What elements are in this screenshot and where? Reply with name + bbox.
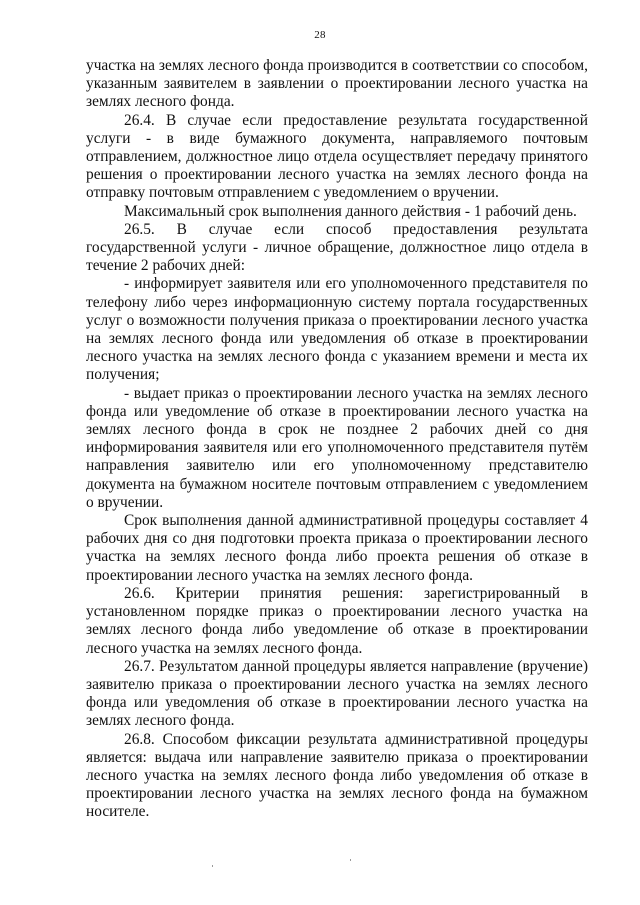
list-item-issues: - выдает приказ о проектировании лесного участка на землях лесного фонда или уведомление об отказе в проектировании лесного участка на землях лесного фонда в срок не позднее 2 рабочих дней со дня информирования заявителя или его уполномоченного представителя путём направления заявителю или его уполномоченному представителю документа на бумажном носителе почтовым отправлением с уведомлением о вручении. <box>86 384 588 511</box>
page-number: 28 <box>314 29 326 41</box>
paragraph-max-term: Максимальный срок выполнения данного действия - 1 рабочий день. <box>124 202 577 220</box>
paragraph-continuation: участка на землях лесного фонда производится в соответствии со способом, указанным заявителем в заявлении о проектировании лесного участка на землях лесного фонда. <box>86 57 588 111</box>
paragraph-26-5: 26.5. В случае если способ предоставления результата государственной услуги - личное обращение, должностное лицо отдела в течение 2 рабочих дней: <box>86 220 588 275</box>
paragraph-26-8: 26.8. Способом фиксации результата административной процедуры является: выдача или направление заявителю приказа о проектировании лесного участка на землях лесного фонда либо уведомления об отказе в проектировании лесного участка на землях лесного фонда на бумажном носителе. <box>86 730 588 821</box>
scan-speck <box>350 859 351 861</box>
document-body <box>86 57 588 822</box>
paragraph-26-6: 26.6. Критерии принятия решения: зарегистрированный в установленном порядке приказ о проектировании лесного участка на землях лесного фонда либо уведомление об отказе в проектировании лесного участка на землях лесного фонда. <box>86 584 588 657</box>
paragraph-26-7: 26.7. Результатом данной процедуры является направление (вручение) заявителю приказа о проектировании лесного участка на землях лесного фонда или уведомления об отказе в проектировании лесного участка на землях лесного фонда. <box>86 657 588 730</box>
scan-speck <box>212 865 213 867</box>
list-item-informs: - информирует заявителя или его уполномоченного представителя по телефону либо через информационную систему портала государственных услуг о возможности получения приказа о проектировании лесного участка на землях лесного фонда или уведомления об отказе в проектировании лесного участка на землях лесного фонда с указанием времени и места их получения; <box>86 275 588 384</box>
paragraph-26-4: 26.4. В случае если предоставление результата государственной услуги - в виде бумажного документа, направляемого почтовым отправлением, должностное лицо отдела осуществляет передачу принятого решения о проектировании лесного участка на землях лесного фонда на отправку почтовым отправлением с уведомлением о вручении. <box>86 111 588 202</box>
paragraph-procedure-term: Срок выполнения данной административной процедуры составляет 4 рабочих дня со дня подготовки проекта приказа о проектировании лесного участка на землях лесного фонда либо проекта решения об отказе в проектировании лесного участка на землях лесного фонда. <box>86 512 588 584</box>
